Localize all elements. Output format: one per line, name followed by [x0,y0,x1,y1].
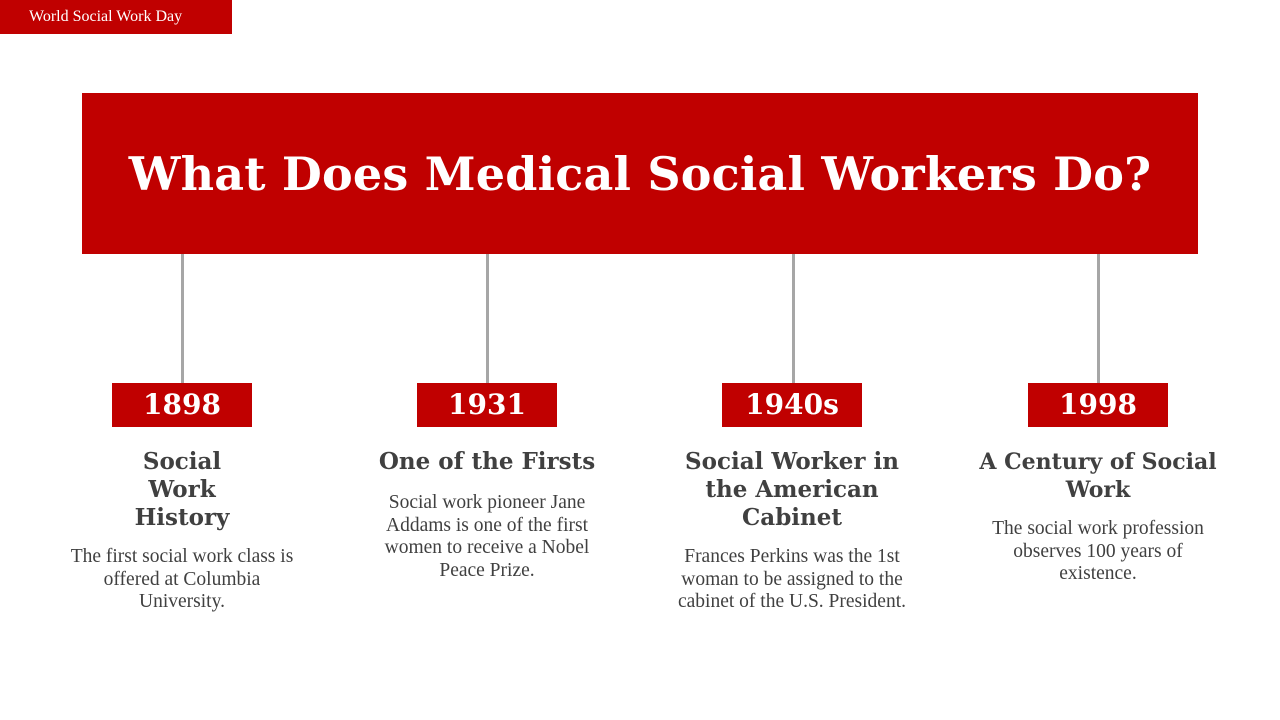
milestone-heading: One of the Firsts [378,448,596,475]
milestone-year: 1998 [1028,383,1168,427]
milestone-heading: Social Work History [134,448,230,531]
section-tag: World Social Work Day [0,0,232,34]
milestone-description: Social work pioneer Jane Addams is one of the first women to receive a Nobel Peace Prize. [384,492,590,581]
milestone-content [978,448,1218,586]
connector-line [1097,254,1100,383]
connector-line [181,254,184,383]
milestone-year: 1940s [722,383,862,427]
title-banner [82,93,1198,254]
milestone-year: 1898 [112,383,252,427]
connector-line [486,254,489,383]
milestone-description: The social work profession observes 100 years of existence. [992,518,1204,584]
milestone-content [367,448,607,582]
milestone-heading: A Century of Social Work [979,449,1217,503]
milestone-description: The first social work class is offered at Columbia University. [70,546,294,612]
slide-title: What Does Medical Social Workers Do? [128,146,1152,201]
milestone-year: 1931 [417,383,557,427]
milestone-heading: Social Worker in the American Cabinet [685,448,899,531]
milestone-description: Frances Perkins was the 1st woman to be assigned to the cabinet of the U.S. President. [678,546,906,612]
connector-line [792,254,795,383]
milestone-content [672,448,912,614]
milestone-content [62,448,302,614]
